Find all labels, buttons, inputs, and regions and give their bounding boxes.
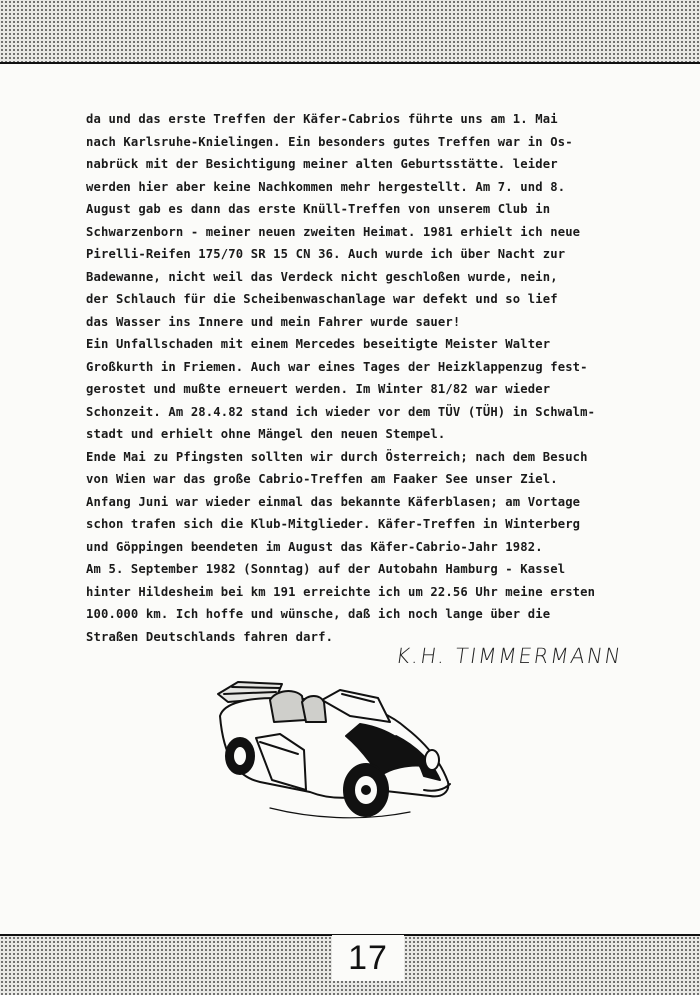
- text-line: und Göppingen beendeten im August das Käfer-Cabrio-Jahr 1982.: [86, 539, 543, 554]
- car-illustration: [210, 672, 460, 830]
- text-line: der Schlauch für die Scheibenwaschanlage war defekt und so lief: [86, 292, 558, 306]
- text-line: Großkurth in Friemen. Auch war eines Tages der Heizklappenzug fest-: [86, 359, 588, 374]
- text-line: Ende Mai zu Pfingsten sollten wir durch Österreich; nach dem Besuch: [86, 449, 588, 464]
- text-line: nabrück mit der Besichtigung meiner alten Geburtsstätte. leider: [86, 157, 558, 171]
- text-line: Schonzeit. Am 28.4.82 stand ich wieder vor dem TÜV (TÜH) in Schwalm-: [86, 404, 596, 419]
- text-line: Badewanne, nicht weil das Verdeck nicht geschloßen wurde, nein,: [86, 269, 558, 284]
- text-line: stadt und erhielt ohne Mängel den neuen Stempel.: [86, 427, 446, 441]
- body-text: [86, 108, 646, 648]
- text-line: Schwarzenborn - meiner neuen zweiten Heimat. 1981 erhielt ich neue: [86, 224, 581, 239]
- page-number-box: [332, 935, 404, 981]
- text-line: Straßen Deutschlands fahren darf.: [86, 629, 334, 644]
- text-line: da und das erste Treffen der Käfer-Cabrios führte uns am 1. Mai: [86, 112, 558, 126]
- text-line: nach Karlsruhe-Knielingen. Ein besonders gutes Treffen war in Os-: [86, 134, 573, 149]
- page-number: 17: [348, 938, 388, 977]
- text-line: Am 5. September 1982 (Sonntag) auf der Autobahn Hamburg - Kassel: [86, 562, 566, 576]
- signature: K.H. TIMMERMANN: [394, 644, 624, 668]
- text-line: gerostet und mußte erneuert werden. Im Winter 81/82 war wieder: [86, 382, 551, 396]
- text-line: 100.000 km. Ich hoffe und wünsche, daß ich noch lange über die: [86, 607, 551, 621]
- text-line: von Wien war das große Cabrio-Treffen am Faaker See unser Ziel.: [86, 472, 558, 486]
- text-line: hinter Hildesheim bei km 191 erreichte ich um 22.56 Uhr meine ersten: [86, 584, 596, 599]
- text-line: Ein Unfallschaden mit einem Mercedes beseitigte Meister Walter: [86, 337, 551, 351]
- text-line: Pirelli-Reifen 175/70 SR 15 CN 36. Auch wurde ich über Nacht zur: [86, 247, 566, 261]
- text-line: schon trafen sich die Klub-Mitglieder. Käfer-Treffen in Winterberg: [86, 517, 581, 531]
- text-line: das Wasser ins Innere und mein Fahrer wurde sauer!: [86, 314, 461, 329]
- text-line: August gab es dann das erste Knüll-Treffen von unserem Club in: [86, 202, 551, 216]
- top-halftone-band: [0, 0, 700, 64]
- text-line: Anfang Juni war wieder einmal das bekannte Käferblasen; am Vortage: [86, 494, 581, 509]
- text-line: werden hier aber keine Nachkommen mehr hergestellt. Am 7. und 8.: [86, 179, 566, 194]
